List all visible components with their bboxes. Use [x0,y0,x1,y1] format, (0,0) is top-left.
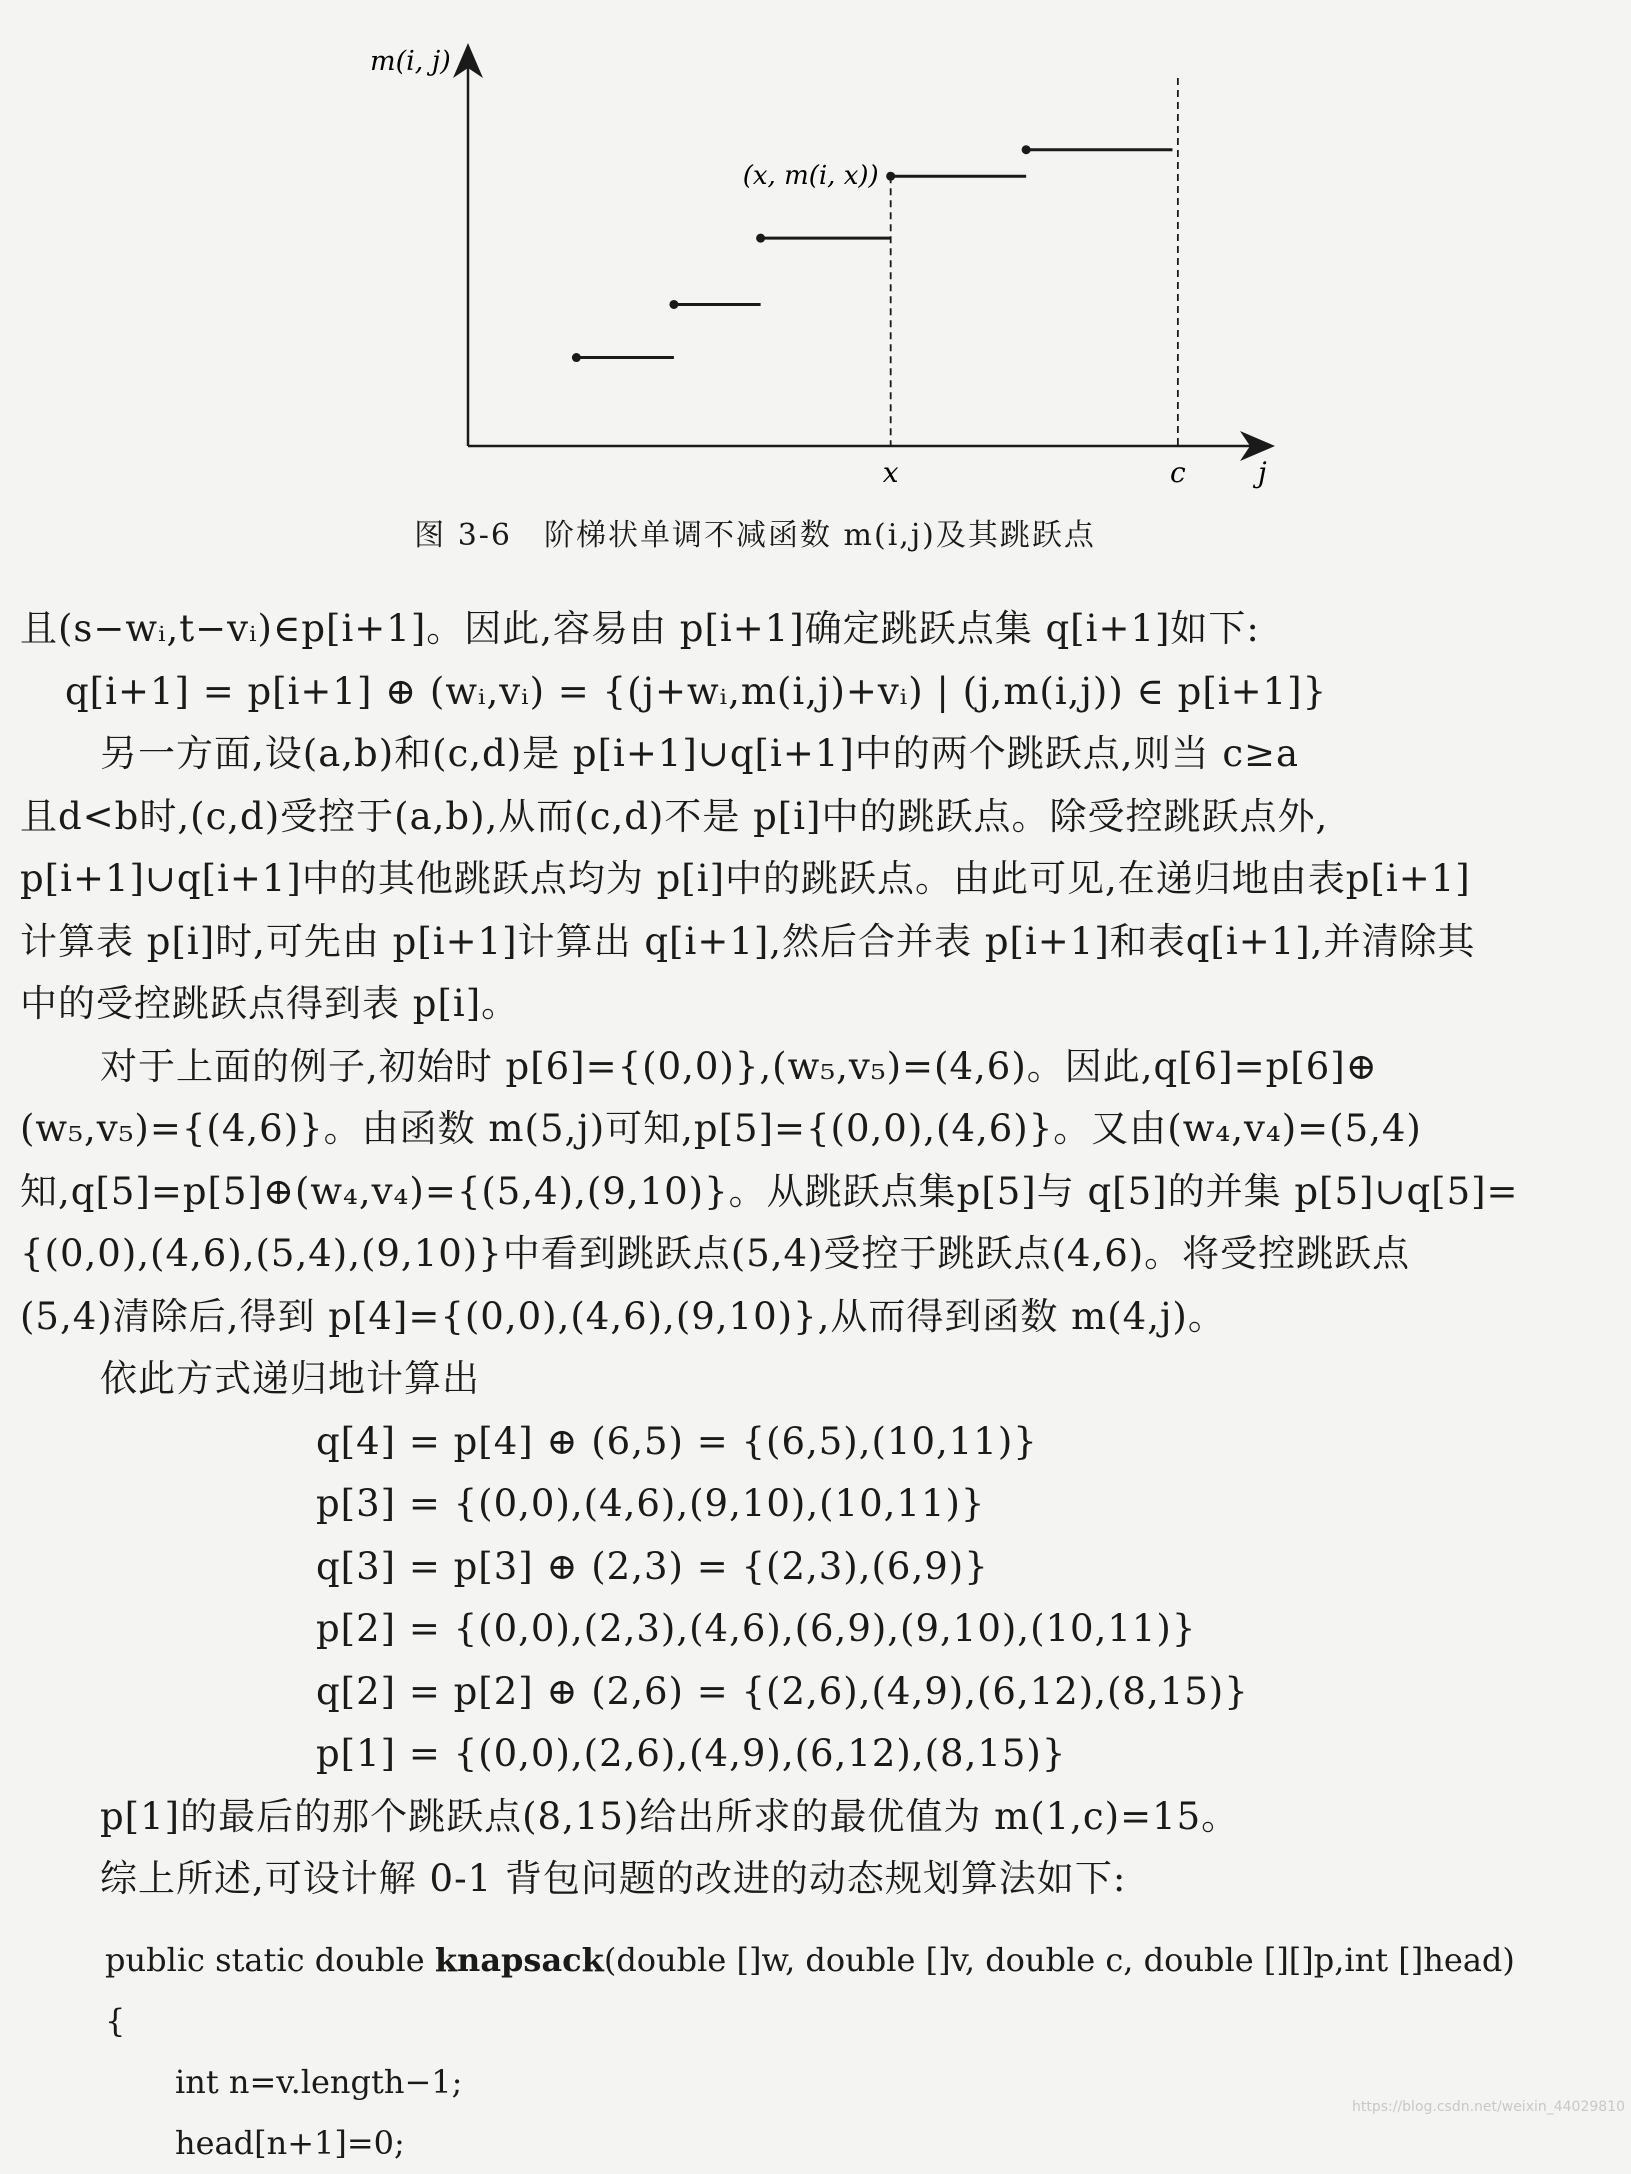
paragraph-line: p[i+1]∪q[i+1]中的其他跳跃点均为 p[i]中的跳跃点。由此可见,在递归地由表p[i+1] [20,857,1471,900]
step-function-figure [340,30,1290,510]
tick-label-x: x [882,456,899,489]
equation-line: p[3] = {(0,0),(4,6),(9,10),(10,11)} [316,1482,986,1525]
paragraph-line: 对于上面的例子,初始时 p[6]={(0,0)},(w₅,v₅)=(4,6)。因此,q[6]=p[6]⊕ [100,1044,1378,1088]
paragraph-line: {(0,0),(4,6),(5,4),(9,10)}中看到跳跃点(5,4)受控于跳跃点(4,6)。将受控跳跃点 [20,1232,1411,1275]
code-line: head[n+1]=0; [175,2124,405,2162]
jump-point [756,234,765,243]
x-axis-label: j [1258,456,1267,489]
jump-point [1022,145,1031,154]
step-function-chart [340,30,1290,510]
tick-label-c: c [1170,456,1186,489]
paragraph-line: (w₅,v₅)={(4,6)}。由函数 m(5,j)可知,p[5]={(0,0),(4,6)}。又由(w₄,v₄)=(5,4) [20,1107,1422,1150]
paragraph-line: (5,4)清除后,得到 p[4]={(0,0),(4,6),(9,10)},从而得到函数 m(4,j)。 [20,1294,1226,1338]
code-line: int n=v.length−1; [175,2063,463,2101]
code-signature [105,1930,1605,1991]
equation-line: p[1] = {(0,0),(2,6),(4,9),(6,12),(8,15)} [316,1732,1067,1775]
jump-point [669,300,678,309]
formula-q: q[i+1] = p[i+1] ⊕ (wᵢ,vᵢ) = {(j+wᵢ,m(i,j)+vᵢ) | (j,m(i,j)) ∈ p[i+1]} [65,669,1328,713]
code-function-name: knapsack [434,1941,604,1979]
paragraph-line: 且(s−wᵢ,t−vᵢ)∈p[i+1]。因此,容易由 p[i+1]确定跳跃点集 q[i+1]如下: [20,607,1260,650]
paragraph-line: 另一方面,设(a,b)和(c,d)是 p[i+1]∪q[i+1]中的两个跳跃点,则当 c≥a [100,732,1300,775]
equation-line: p[2] = {(0,0),(2,3),(4,6),(6,9),(9,10),(10,11)} [316,1607,1197,1650]
equation-line: q[4] = p[4] ⊕ (6,5) = {(6,5),(10,11)} [316,1419,1038,1463]
watermark: https://blog.csdn.net/weixin_44029810 [1351,2099,1625,2115]
code-sig-pre: public static double [105,1941,435,1979]
paragraph-line: 计算表 p[i]时,可先由 p[i+1]计算出 q[i+1],然后合并表 p[i+1]和表q[i+1],并清除其 [20,919,1476,963]
code-sig-post: (double []w, double []v, double c, double [][]p,int []head) [603,1941,1515,1979]
y-axis-label: m(i, j) [370,46,451,77]
body-text [20,598,1630,1911]
point-label: (x, m(i, x)) [742,161,879,192]
code-block [105,1930,1605,2174]
paragraph-line: 知,q[5]=p[5]⊕(w₄,v₄)={(5,4),(9,10)}。从跳跃点集p[5]与 q[5]的并集 p[5]∪q[5]= [20,1169,1519,1213]
jump-point [572,353,581,362]
code-line: { [105,2002,126,2040]
paragraph-line: 依此方式递归地计算出 [100,1357,480,1400]
paragraph-line: p[1]的最后的那个跳跃点(8,15)给出所求的最优值为 m(1,c)=15。 [100,1794,1240,1838]
figure-caption: 图 3-6 阶梯状单调不减函数 m(i,j)及其跳跃点 [414,518,1096,553]
equation-line: q[2] = p[2] ⊕ (2,6) = {(2,6),(4,9),(6,12),(8,15)} [316,1669,1249,1713]
paragraph-line: 中的受控跳跃点得到表 p[i]。 [20,982,520,1025]
equation-line: q[3] = p[3] ⊕ (2,3) = {(2,3),(6,9)} [316,1544,989,1588]
paragraph-line: 且d<b时,(c,d)受控于(a,b),从而(c,d)不是 p[i]中的跳跃点。除受控跳跃点外, [20,794,1329,838]
paragraph-line: 综上所述,可设计解 0-1 背包问题的改进的动态规划算法如下: [100,1857,1127,1900]
